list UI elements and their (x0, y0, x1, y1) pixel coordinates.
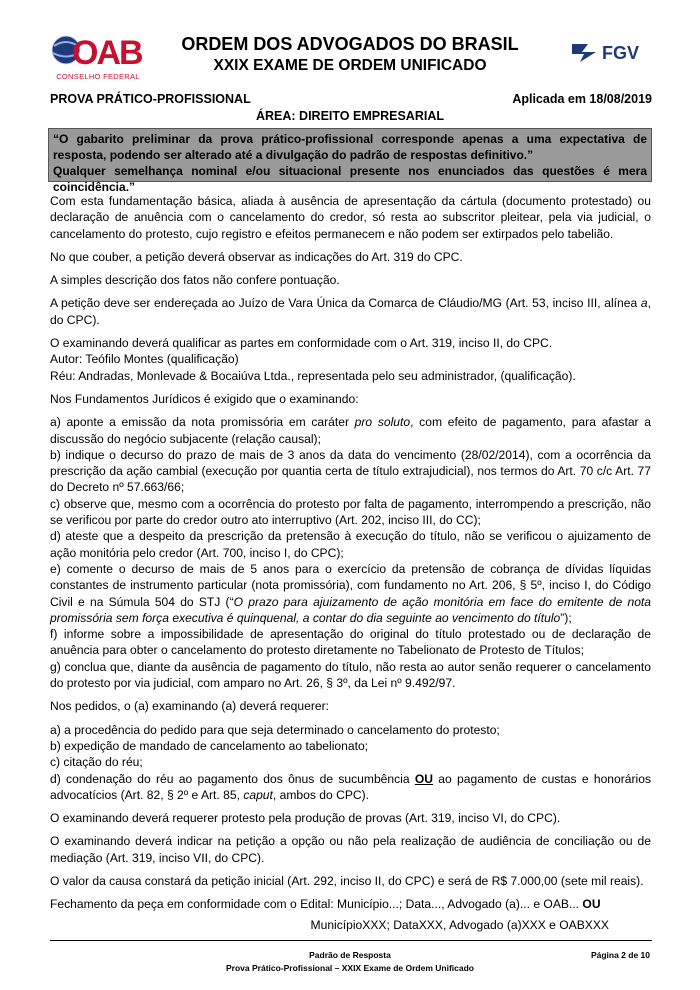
footer-title: Padrão de Resposta (309, 950, 391, 960)
paragraph-parties: O examinando deverá qualificar as partes em conformidade com o Art. 319, inciso II, do CPC. Autor: Teófilo Montes (qualificação) Réu: Andradas, Monlevade & Bocaiúva Ltda., representada pelo seu administrador, (qualificação). (50, 336, 576, 383)
fundamento-a: a) aponte a emissão da nota promissória em caráter pro soluto, com efeito de pagamento, para afastar a discussão do negócio subjacente (relação causal); (50, 415, 651, 446)
page-number: Página 2 de 10 (590, 950, 650, 960)
fundamento-c: c) observe que, mesmo com a ocorrência do protesto por falta de pagamento, interrompendo a prescrição, não se verificou por parte do credor outro ato interruptivo (Art. 202, inciso III, do CC); (50, 496, 651, 528)
paragraph-intro: Com esta fundamentação básica, aliada à ausência de apresentação da cártula (documento protestado) ou declaração de anuência com o cancelamento do credor, só resta ao subscritor pleitear, pela via judicial, o cancelamento do protesto, cujo registro e efeitos permanecem e não podem ser extirpados pelo tabelião. (50, 194, 651, 241)
page-subtitle: XXIX EXAME DE ORDEM UNIFICADO (213, 57, 487, 74)
pedido-a: a) a procedência do pedido para que seja determinado o cancelamento do protesto; (50, 722, 500, 737)
paragraph-facts: A simples descrição dos fatos não confere pontuação. (50, 273, 340, 288)
footer-divider (50, 940, 652, 941)
disclaimer-line-1: “O gabarito preliminar da prova prático-profissional corresponde apenas a uma expectativa de resposta, podendo ser alterado até a divulgação do padrão de respostas definitivo.” (53, 132, 647, 162)
paragraph-provas: O examinando deverá requerer protesto pela produção de provas (Art. 319, inciso VI, do CPC). (50, 811, 561, 826)
paragraph-pedidos-intro: Nos pedidos, o (a) examinando (a) deverá requerer: (50, 699, 329, 714)
fgv-logo-text: FGV (602, 43, 640, 63)
fundamento-e: e) comente o decurso de mais de 5 anos para o exercício da pretensão de cobrança de dívidas líquidas constantes de instrumento particular (nota promissória), com fundamento no Art. 206, § 5º, inciso I, do Código Civil e na Súmula 504 do STJ (“O prazo para ajuizamento de ação monitória em face do emitente de nota promissória sem força executiva é quinquenal, a contar do dia seguinte ao vencimento do título”); (50, 561, 652, 625)
page-header (0, 0, 700, 90)
fgv-logo (570, 38, 652, 66)
paragraph-fundamentos-intro: Nos Fundamentos Jurídicos é exigido que o examinando: (50, 391, 359, 406)
disclaimer-line-2: Qualquer semelhança nominal e/ou situacional presente nos enunciados das questões é mera coincidência.” (53, 164, 647, 194)
paragraph-valor-causa: O valor da causa constará da petição inicial (Art. 292, inciso II, do CPC) e será de R$ 7.000,00 (sete mil reais). (50, 873, 644, 888)
fundamento-f: f) informe sobre a impossibilidade de apresentação do original do título protestado ou de declaração de anuência para obter o cancelamento do protesto diretamente no Tabelionato de Protesto de Títulos; (50, 627, 651, 658)
pedido-b: b) expedição de mandado de cancelamento ao tabelionato; (50, 738, 369, 753)
paragraph-fechamento: Fechamento da peça em conformidade com o Edital: Município...; Data..., Advogado (a)... e OAB... OU (50, 897, 601, 912)
fundamento-d: d) ateste que a despeito da prescrição da pretensão à execução do título, não se verificou o ajuizamento de ação monitória pelo credor (Art. 700, inciso I, do CPC); (50, 529, 651, 560)
applied-date: Aplicada em 18/08/2019 (512, 92, 652, 106)
oab-logo-text: OAB (72, 34, 142, 72)
fundamento-b: b) indique o decurso do prazo de mais de 3 anos da data do vencimento (28/02/2014), com a ocorrência da prescrição da ação cambial (execução por quantia certa de título extrajudicial), nos termos do Art. 70 c/c Art. 77 do Decreto nº 57.663/66; (50, 447, 651, 495)
exam-type: PROVA PRÁTICO-PROFISSIONAL (50, 92, 251, 106)
paragraph-addressing: A petição deve ser endereçada ao Juízo de Vara Única da Comarca de Cláudio/MG (Art. 53, inciso III, alínea a, do CPC). (50, 296, 651, 327)
answer-body (50, 193, 651, 940)
exam-area: ÁREA: DIREITO EMPRESARIAL (256, 109, 444, 123)
paragraph-audiencia: O examinando deverá indicar na petição a opção ou não pela realização de audiência de conciliação ou de mediação (Art. 319, inciso VII, do CPC). (50, 834, 651, 865)
footer-subtitle: Prova Prático-Profissional – XXIX Exame de Ordem Unificado (226, 963, 474, 973)
disclaimer-box (48, 128, 652, 194)
pedido-d: d) condenação do réu ao pagamento dos ônus de sucumbência OU ao pagamento de custas e honorários advocatícios (Art. 82, § 2º e Art. 85, caput, ambos do CPC). (50, 771, 651, 802)
page-title: ORDEM DOS ADVOGADOS DO BRASIL (181, 34, 519, 54)
pedido-c: c) citação do réu; (50, 755, 143, 770)
fundamento-g: g) conclua que, diante da ausência de pagamento do título, não resta ao autor senão requerer o cancelamento do protesto por via judicial, com amparo no Art. 26, § 3º, da Lei nº 9.492/97. (50, 659, 651, 691)
oab-subtitle: CONSELHO FEDERAL (56, 72, 140, 81)
paragraph-fechamento-alt: MunicípioXXX; DataXXX, Advogado (a)XXX e OABXXX (310, 917, 609, 932)
paragraph-art319: No que couber, a petição deverá observar as indicações do Art. 319 do CPC. (50, 249, 463, 264)
